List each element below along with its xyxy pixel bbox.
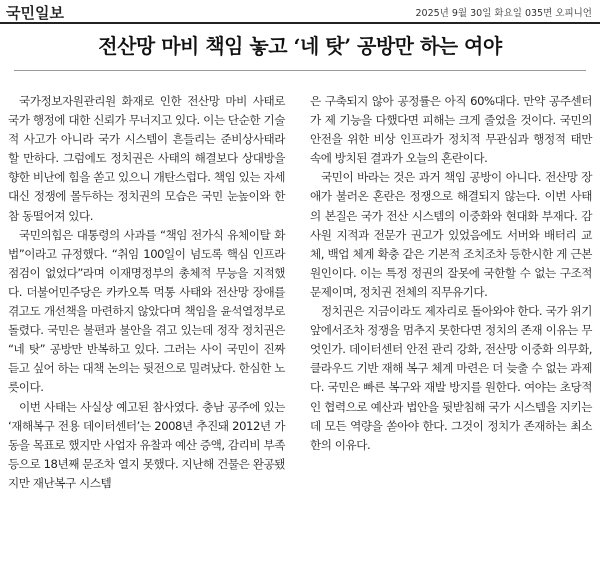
newspaper-logo: 국민일보 (6, 4, 64, 22)
paragraph: 은 구축되지 않아 공정률은 아직 60%대다. 만약 공주센터가 제 기능을 다했다면 피해는 크게 줄었을 것이다. 국민의 안전을 위한 비상 인프라가 정치적 무관심과 행정적 태만 속에 방치된 결과가 오늘의 혼란이다. (310, 94, 592, 166)
article-headline: 전산망 마비 책임 놓고 ‘네 탓’ 공방만 하는 여야 (98, 34, 502, 58)
dateline: 2025년 9월 30일 화요일 035면 오피니언 (415, 8, 592, 19)
paragraph: 정치권은 지금이라도 제자리로 돌아와야 한다. 국가 위기 앞에서조차 정쟁을 멈추지 못한다면 정치의 존재 이유는 무엇인가. 데이터센터 안전 관리 강화, 전산망 이중화 의무화, 클라우드 기반 재해 복구 체계 마련은 더 늦출 수 없는 과제다. 국민은 빠른 복구와 재발 방지를 원한다. 여야는 초당적인 협력으로 예산과 법안을 뒷받침해 국가 시스템을 지키는 데 모든 역량을 쏟아야 한다. 그것이 정치가 존재하는 최소한의 이유다. (310, 304, 592, 452)
headline-rule (14, 70, 586, 71)
masthead (0, 0, 600, 22)
paragraph: 국가정보자원관리원 화재로 인한 전산망 마비 사태로 국가 행정에 대한 신뢰가 무너지고 있다. 이는 단순한 기술적 사고가 아니라 국가 시스템이 흔들리는 준비상사태라 할 만하다. 그럼에도 정치권은 사태의 해결보다 상대방을 향한 비난에 힘을 쏟고 있으니 개탄스럽다. 책임 있는 자세 대신 정쟁에 몰두하는 정치권의 모습은 국민 눈높이와 한참 동떨어져 있다. (8, 94, 285, 223)
article-column-right (310, 92, 592, 455)
masthead-rule (0, 22, 600, 24)
article-column-left (8, 92, 285, 493)
paragraph: 국민의힘은 대통령의 사과를 “책임 전가식 유체이탈 화법”이라고 규정했다. “취임 100일이 넘도록 핵심 인프라 점검이 없었다”라며 이재명정부의 총체적 무능을 지적했다. 더불어민주당은 카카오톡 먹통 사태와 전산망 장애를 겪고도 개선책을 마련하지 않았다며 책임을 윤석열정부로 돌렸다. 국민은 불편과 불안을 겪고 있는데 정작 정치권은 “네 탓” 공방만 반복하고 있다. 그러는 사이 국민이 진짜 듣고 싶어 하는 대책 논의는 뒷전으로 밀려났다. 한심한 노릇이다. (8, 227, 285, 395)
paragraph: 국민이 바라는 것은 과거 책임 공방이 아니다. 전산망 장애가 불러온 혼란은 정쟁으로 해결되지 않는다. 이번 사태의 본질은 국가 전산 시스템의 이중화와 현대화 부재다. 감사원 지적과 전문가 권고가 있었음에도 서버와 배터리 교체, 백업 체계 확충 같은 기본적 조치조차 등한시한 게 근본 원인이다. 이는 특정 정권의 잘못에 국한할 수 없는 구조적 문제이며, 정치권 전체의 직무유기다. (310, 170, 592, 299)
paragraph: 이번 사태는 사실상 예고된 참사였다. 충남 공주에 있는 ‘재해복구 전용 데이터센터’는 2008년 추진돼 2012년 가동을 목표로 했지만 사업자 유찰과 예산 증액, 감리비 부족 등으로 18년째 문조차 열지 못했다. 지난해 건물은 완공됐지만 재난복구 시스템 (8, 399, 285, 490)
